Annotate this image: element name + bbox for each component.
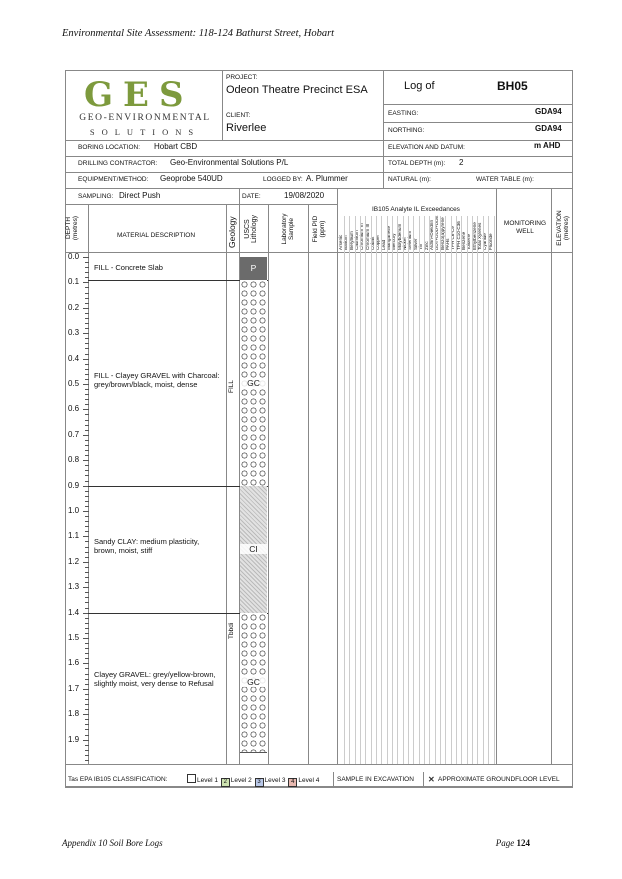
analyte-header: TPH C6-C9 [450, 226, 456, 250]
depth-tick [85, 338, 89, 339]
level-1-label: Level 1 [197, 777, 218, 784]
depth-tick-label: 0.7 [68, 429, 80, 439]
depth-tick [85, 552, 89, 553]
analyte-gridline [365, 216, 366, 764]
analyte-header: PAHs [444, 238, 450, 250]
analyte-gridline [355, 216, 356, 764]
logo-brand: GES [84, 75, 194, 115]
analyte-gridline [472, 216, 473, 764]
analyte-header: Selenium [407, 230, 413, 250]
depth-tick [85, 455, 89, 456]
client-value: Riverlee [226, 122, 267, 134]
depth-tick-label: 1.2 [68, 556, 80, 566]
depth-tick [85, 684, 89, 685]
analyte-gridline [456, 216, 457, 764]
ges-logo [70, 75, 220, 139]
depth-tick [85, 602, 89, 603]
depth-tick [85, 724, 89, 725]
depth-tick-label: 1.0 [68, 506, 80, 515]
depth-tick-label: 0.4 [68, 353, 80, 363]
depth-tick-label: 0.1 [68, 277, 80, 287]
depth-tick [83, 714, 89, 715]
analyte-header: Copper [375, 234, 381, 250]
analyte-header: Fluoride [487, 233, 493, 250]
depth-tick [85, 293, 89, 294]
client-label: CLIENT: [226, 112, 251, 119]
depth-tick [85, 719, 89, 720]
analyte-header: Toluene [466, 233, 472, 250]
depth-tick [85, 735, 89, 736]
depth-tick-label: 0.2 [68, 302, 80, 312]
depth-tick [85, 526, 89, 527]
depth-tick [83, 384, 89, 385]
col-uscs: USCS Lithology [244, 214, 258, 244]
level-1-box [187, 774, 196, 783]
depth-tick [85, 425, 89, 426]
depth-tick [85, 547, 89, 548]
depth-tick [85, 414, 89, 415]
depth-tick [85, 506, 89, 507]
footer-page [496, 838, 530, 848]
natural-label: NATURAL (m): [388, 176, 431, 183]
depth-tick [85, 440, 89, 441]
approx-groundfloor-icon: ✕ [428, 775, 435, 784]
log-id: BH05 [497, 79, 528, 93]
analyte-header: Cyanide [482, 233, 488, 250]
analyte-header: Molybdenum [396, 223, 402, 250]
analyte-gridline [419, 216, 420, 764]
depth-tick [85, 465, 89, 466]
depth-tick-label: 1.7 [68, 683, 80, 693]
depth-tick-label: 0.8 [68, 455, 80, 465]
depth-tick [83, 333, 89, 334]
analyte-gridline [381, 216, 382, 764]
log-of-label: Log of [404, 80, 435, 92]
depth-tick [85, 516, 89, 517]
analyte-gridline [376, 216, 377, 764]
depth-tick [85, 572, 89, 573]
col-geology: Geology [227, 216, 237, 248]
analyte-header: Chromium III [364, 223, 370, 250]
uscs-symbol: CI [240, 544, 267, 554]
depth-tick [85, 760, 89, 761]
analyte-gridline [360, 216, 361, 764]
analyte-gridline [445, 216, 446, 764]
analyte-gridline [408, 216, 409, 764]
depth-tick [85, 298, 89, 299]
depth-tick [85, 379, 89, 380]
depth-tick [83, 435, 89, 436]
depth-tick [83, 257, 89, 258]
uscs-symbol: GC [240, 378, 267, 388]
geology-unit-label: FILL [228, 379, 235, 393]
drilling-contractor-value: Geo-Environmental Solutions P/L [170, 158, 289, 167]
analyte-header: Aldrin+Dieldrin [428, 219, 434, 250]
uscs-symbol: GC [240, 677, 267, 687]
analyte-header: TPH C10-C36 [455, 221, 461, 250]
total-depth-value: 2 [459, 158, 464, 167]
depth-tick-label: 1.9 [68, 734, 80, 744]
material-description: FILL - Concrete Slab [94, 263, 163, 272]
analyte-gridline [483, 216, 484, 764]
depth-tick [85, 755, 89, 756]
date-label: DATE: [242, 193, 261, 200]
depth-tick [85, 668, 89, 669]
depth-tick-label: 1.1 [68, 531, 80, 541]
depth-tick [85, 557, 89, 558]
analyte-gridline [371, 216, 372, 764]
depth-tick [85, 628, 89, 629]
depth-tick [83, 409, 89, 410]
project-label: PROJECT: [226, 74, 258, 81]
sample-in-excavation-label: SAMPLE IN EXCAVATION [337, 776, 414, 783]
depth-tick-label: 0.9 [68, 480, 80, 490]
analyte-gridline [413, 216, 414, 764]
depth-tick [85, 567, 89, 568]
depth-tick [85, 475, 89, 476]
classification-levels [186, 774, 319, 787]
depth-tick [85, 287, 89, 288]
analyte-gridline [451, 216, 452, 764]
depth-tick-label: 1.4 [68, 607, 80, 617]
depth-tick [85, 653, 89, 654]
logo-line2: SOLUTIONS [89, 127, 201, 137]
depth-tick [85, 597, 89, 598]
northing-label: NORTHING: [388, 127, 425, 134]
logged-by-value: A. Plummer [306, 174, 348, 183]
analyte-header: Zinc [423, 241, 429, 250]
analyte-gridline [494, 216, 495, 764]
sampling-label: SAMPLING: [78, 193, 114, 200]
depth-tick [83, 536, 89, 537]
material-description: Sandy CLAY: medium plasticity, brown, moist, stiff [94, 537, 200, 556]
level-2-box: 2 [221, 778, 230, 787]
depth-tick [83, 511, 89, 512]
analyte-gridline [461, 216, 462, 764]
footer-page-number: 124 [516, 838, 530, 848]
analyte-gridline [424, 216, 425, 764]
analyte-gridline [349, 216, 350, 764]
depth-tick [85, 674, 89, 675]
northing-value: GDA94 [535, 124, 562, 133]
sampling-value: Direct Push [119, 191, 161, 200]
level-4-box: 4 [288, 778, 297, 787]
depth-tick [85, 318, 89, 319]
depth-tick-label: 0.5 [68, 379, 80, 388]
level-3-label: Level 3 [264, 777, 286, 784]
depth-tick-label: 1.6 [68, 658, 80, 668]
boring-location-value: Hobart CBD [154, 142, 198, 151]
equipment-value: Geoprobe 540UD [160, 174, 223, 183]
depth-tick [85, 389, 89, 390]
analyte-gridline [387, 216, 388, 764]
depth-tick [85, 648, 89, 649]
project-value: Odeon Theatre Precinct ESA [226, 84, 368, 96]
footer-left: Appendix 10 Soil Bore Logs [62, 838, 163, 848]
depth-tick [83, 562, 89, 563]
approx-groundfloor-label: APPROXIMATE GROUNDFLOOR LEVEL [438, 776, 560, 783]
analyte-gridline [397, 216, 398, 764]
depth-tick [83, 308, 89, 309]
analyte-header: Nickel [402, 237, 408, 250]
logged-by-label: LOGGED BY: [263, 176, 303, 183]
easting-value: GDA94 [535, 107, 562, 116]
material-description: Clayey GRAVEL: grey/yellow-brown, slightly moist, very dense to Refusal [94, 670, 216, 689]
depth-tick-label: 1.5 [68, 633, 80, 642]
depth-tick [85, 541, 89, 542]
analyte-header: Barium [343, 235, 349, 250]
depth-tick [85, 354, 89, 355]
depth-tick [85, 709, 89, 710]
analyte-header: Benzo(a)pyrene [439, 217, 445, 250]
depth-tick [83, 663, 89, 664]
analyte-header: Chromium VI [359, 223, 365, 250]
equipment-label: EQUIPMENT/METHOD: [78, 176, 149, 183]
analyte-gridline [435, 216, 436, 764]
col-field-pid: Field PID (ppm) [312, 215, 326, 243]
depth-tick [85, 623, 89, 624]
depth-tick [83, 638, 89, 639]
level-3-box: 3 [255, 778, 264, 787]
date-value: 19/08/2020 [284, 191, 325, 200]
depth-tick [85, 577, 89, 578]
depth-tick [85, 450, 89, 451]
depth-tick [85, 272, 89, 273]
drilling-contractor-label: DRILLING CONTRACTOR: [78, 160, 158, 167]
depth-tick [85, 404, 89, 405]
depth-tick-label: 0.6 [68, 404, 80, 414]
depth-tick [85, 303, 89, 304]
depth-tick [85, 262, 89, 263]
total-depth-label: TOTAL DEPTH (m): [388, 160, 446, 167]
depth-tick [83, 359, 89, 360]
logo-line1: GEO-ENVIRONMENTAL [79, 113, 211, 123]
depth-tick [85, 470, 89, 471]
depth-tick-label: 1.3 [68, 582, 80, 592]
analyte-header: Total Xylenes [476, 222, 482, 250]
analyte-gridline [392, 216, 393, 764]
analyte-gridline [488, 216, 489, 764]
col-monitoring-well: MONITORING WELL [503, 220, 547, 235]
analyte-header: Benzene [460, 231, 466, 250]
depth-tick [85, 679, 89, 680]
depth-tick [85, 745, 89, 746]
depth-tick [85, 608, 89, 609]
boring-location-label: BORING LOCATION: [78, 144, 140, 151]
depth-tick [83, 740, 89, 741]
depth-tick-label: 0.3 [68, 328, 80, 338]
depth-tick [85, 348, 89, 349]
analyte-header: Manganese [386, 225, 392, 250]
analyte-header: Beryllium [348, 231, 354, 250]
analyte-header: Silver [412, 238, 418, 250]
uscs-symbol: P [250, 263, 257, 274]
easting-label: EASTING: [388, 110, 419, 117]
depth-tick [85, 364, 89, 365]
depth-tick [85, 750, 89, 751]
depth-tick [85, 323, 89, 324]
analyte-gridline [403, 216, 404, 764]
depth-tick [85, 694, 89, 695]
depth-tick [85, 618, 89, 619]
material-description: FILL - Clayey GRAVEL with Charcoal: grey/brown/black, moist, dense [94, 370, 220, 389]
analyte-gridline [429, 216, 430, 764]
analyte-header: Cobalt [370, 236, 376, 250]
analyte-header: Lead [380, 239, 386, 250]
depth-tick [85, 729, 89, 730]
analyte-header: Cadmium [354, 230, 360, 250]
depth-tick [85, 369, 89, 370]
depth-tick [85, 501, 89, 502]
elevation-label: ELEVATION AND DATUM: [388, 144, 465, 151]
col-depth: DEPTH (metres) [65, 215, 79, 241]
depth-tick [85, 643, 89, 644]
analyte-header: DDT+DDD+DDE [434, 215, 440, 250]
ib105-title: IB105 Analyte IL Exceedances [372, 206, 460, 213]
analyte-header: Mercury [391, 233, 397, 250]
depth-tick [83, 587, 89, 588]
water-table-label: WATER TABLE (m): [476, 176, 534, 183]
depth-tick [85, 430, 89, 431]
level-2-label: Level 2 [230, 777, 252, 784]
analyte-header: Tin [418, 243, 424, 250]
col-material: MATERIAL DESCRIPTION [117, 232, 196, 239]
depth-tick [85, 491, 89, 492]
analyte-header: Ethylbenzene [471, 222, 477, 250]
classification-label: Tas EPA IB105 CLASSIFICATION: [68, 776, 168, 783]
analyte-gridline [477, 216, 478, 764]
analyte-gridline [467, 216, 468, 764]
depth-tick [85, 445, 89, 446]
depth-tick [85, 633, 89, 634]
col-elevation: ELEVATION (metres) [556, 210, 570, 246]
depth-tick [85, 699, 89, 700]
depth-tick [85, 328, 89, 329]
depth-tick [85, 374, 89, 375]
depth-tick [85, 704, 89, 705]
footer-page-label: Page [495, 838, 515, 848]
geology-unit-label: Tbbdi [228, 622, 235, 639]
depth-tick [85, 658, 89, 659]
depth-tick [85, 582, 89, 583]
depth-tick [85, 313, 89, 314]
depth-tick [85, 521, 89, 522]
depth-tick [83, 689, 89, 690]
elevation-value: m AHD [534, 141, 561, 150]
analyte-header: Arsenic [338, 234, 343, 250]
depth-tick [85, 420, 89, 421]
depth-tick-label: 0.0 [68, 252, 80, 261]
depth-tick [85, 481, 89, 482]
depth-tick [85, 399, 89, 400]
col-lab-sample: Laboratory Sample [281, 213, 295, 245]
depth-tick [85, 343, 89, 344]
depth-tick [85, 394, 89, 395]
depth-tick [85, 592, 89, 593]
depth-tick [85, 496, 89, 497]
depth-tick [83, 282, 89, 283]
depth-tick [85, 277, 89, 278]
document-header: Environmental Site Assessment: 118-124 Bathurst Street, Hobart [62, 28, 335, 39]
depth-tick [83, 460, 89, 461]
level-4-label: Level 4 [298, 777, 320, 784]
analyte-gridline [440, 216, 441, 764]
depth-tick [85, 531, 89, 532]
analyte-gridline [344, 216, 345, 764]
depth-tick [85, 267, 89, 268]
depth-tick-label: 1.8 [68, 709, 80, 719]
